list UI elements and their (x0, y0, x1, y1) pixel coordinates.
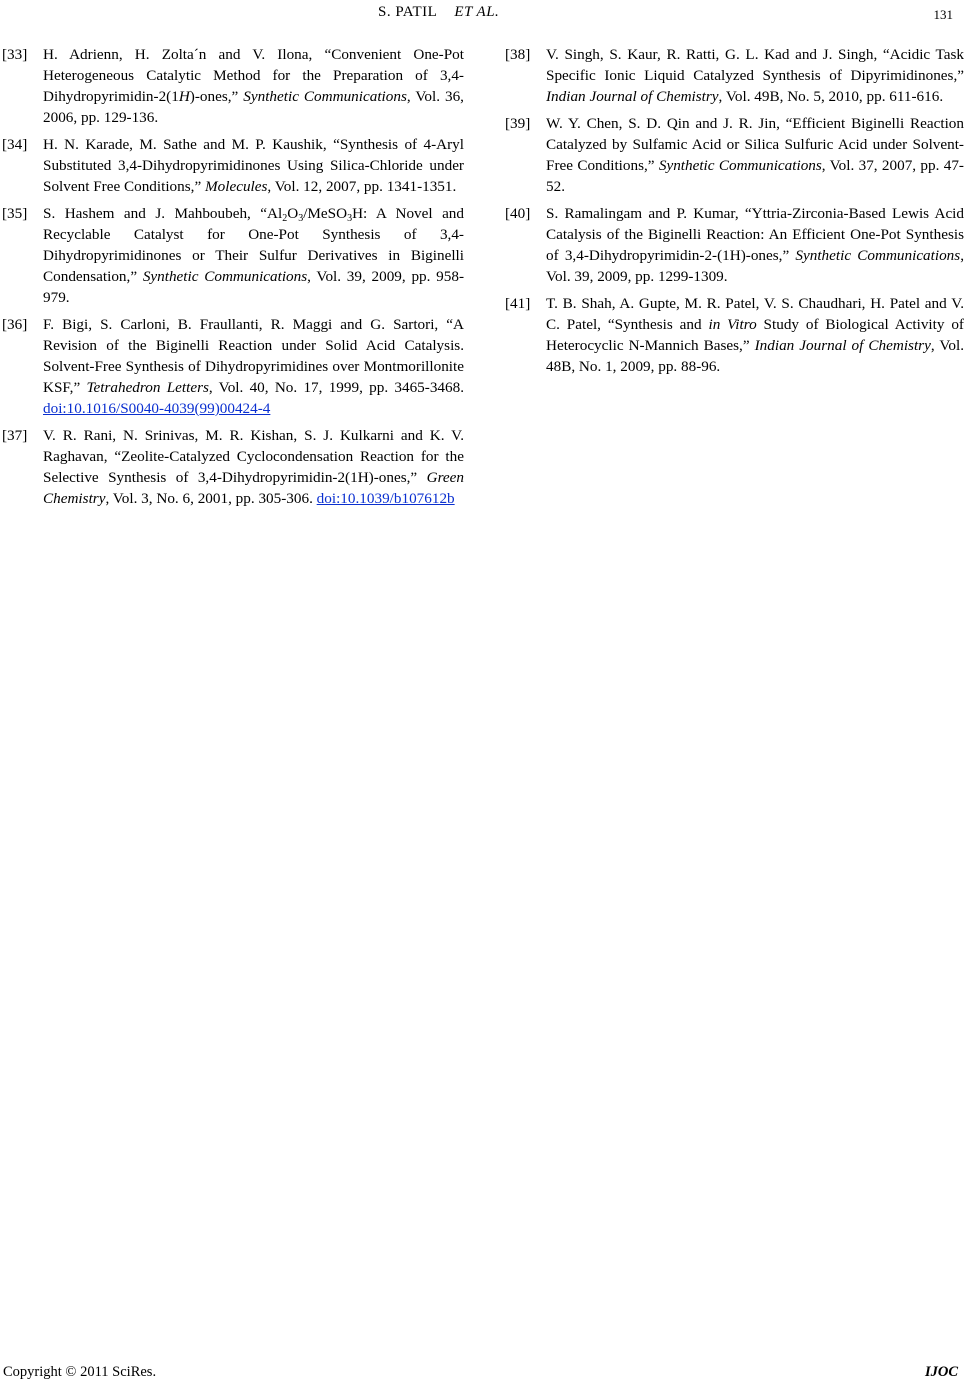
reference-number: [37] (2, 427, 28, 444)
reference-number: [35] (2, 205, 28, 222)
doi-link[interactable]: doi:10.1039/b107612b (316, 490, 455, 507)
reference-36 (2, 314, 464, 419)
reference-text: S. Ramalingam and P. Kumar, “Yttria-Zirconia-Based Lewis Acid Catalysis of the Biginelli Reaction: An Efficient One-Pot Synthesis of 3,4-Dihydropyrimidin-2-(1H)-ones,” Synthetic Communications, Vol. 39, 2009, pp. 1299-1309. (546, 205, 964, 285)
journal-name: Molecules (205, 178, 268, 195)
reference-number: [38] (505, 46, 531, 63)
journal-name: Synthetic Communications (795, 247, 961, 264)
journal-abbreviation: IJOC (924, 1364, 958, 1380)
reference-33 (2, 44, 464, 128)
reference-number: [33] (2, 46, 28, 63)
journal-name: Tetrahedron Letters (86, 379, 209, 396)
reference-41 (505, 293, 964, 377)
reference-number: [40] (505, 205, 531, 222)
reference-text: V. R. Rani, N. Srinivas, M. R. Kishan, S. J. Kulkarni and K. V. Raghavan, “Zeolite-Catalyzed Cyclocondensation Reaction for the Selective Synthesis of 3,4-Dihydropyrimidin-2(1H)-ones,” Green Chemistry, Vol. 3, No. 6, 2001, pp. 305-306. doi:10.1039/b107612b (43, 427, 464, 507)
reference-text: W. Y. Chen, S. D. Qin and J. R. Jin, “Efficient Biginelli Reaction Catalyzed by Sulfamic Acid or Silica Sulfuric Acid under Solvent-Free Conditions,” Synthetic Communications, Vol. 37, 2007, pp. 47-52. (546, 115, 964, 195)
reference-text: V. Singh, S. Kaur, R. Ratti, G. L. Kad and J. Singh, “Acidic Task Specific Ionic Liquid Catalyzed Synthesis of Dipyrimidinones,” Indian Journal of Chemistry, Vol. 49B, No. 5, 2010, pp. 611-616. (546, 46, 964, 105)
page-number: 131 (933, 7, 953, 22)
running-head (378, 4, 499, 21)
reference-number: [41] (505, 295, 531, 312)
reference-text: H. Adrienn, H. Zolta´n and V. Ilona, “Convenient One-Pot Heterogeneous Catalytic Method for the Preparation of 3,4-Dihydropyrimidin-2(1H)-ones,” Synthetic Communications, Vol. 36, 2006, pp. 129-136. (43, 46, 464, 126)
copyright-notice: Copyright © 2011 SciRes. (3, 1364, 157, 1380)
reference-38 (505, 44, 964, 107)
reference-34 (2, 134, 464, 197)
reference-number: [36] (2, 316, 28, 333)
doi-link[interactable]: doi:10.1016/S0040-4039(99)00424-4 (43, 400, 271, 417)
reference-column-right (505, 44, 964, 383)
journal-name: Indian Journal of Chemistry (754, 337, 931, 354)
journal-name: Green Chemistry (43, 469, 464, 507)
reference-number: [39] (505, 115, 531, 132)
reference-text: S. Hashem and J. Mahboubeh, “$Al_2O_3/MeSO_3H$: A Novel and Recyclable Catalyst for One-Pot Synthesis of 3,4-Dihydropyrimidinones or Their Sulfur Derivatives in Biginelli Condensation,” Synthetic Communications, Vol. 39, 2009, pp. 958-979. (43, 205, 465, 306)
reference-number: [34] (2, 136, 28, 153)
running-header (0, 2, 967, 26)
reference-40 (505, 203, 964, 287)
reference-text: H. N. Karade, M. Sathe and M. P. Kaushik, “Synthesis of 4-Aryl Substituted 3,4-Dihydropyrimidinones Using Silica-Chloride under Solvent Free Conditions,” Molecules, Vol. 12, 2007, pp. 1341-1351. (43, 136, 464, 195)
journal-name: Synthetic Communications (243, 88, 407, 105)
reference-37 (2, 425, 464, 509)
reference-35 (2, 203, 464, 308)
journal-name: Indian Journal of Chemistry (546, 88, 719, 105)
journal-name: Synthetic Communications (142, 268, 308, 285)
journal-name: Synthetic Communications (658, 157, 822, 174)
running-head-author: S. PATIL (378, 4, 438, 20)
running-head-etal: ET AL. (454, 4, 500, 20)
reference-text: F. Bigi, S. Carloni, B. Fraullanti, R. Maggi and G. Sartori, “A Revision of the Biginelli Reaction under Solid Acid Catalysis. Solvent-Free Synthesis of Dihydropyrimidines over Montmorillonite KSF,” Tetrahedron Letters, Vol. 40, No. 17, 1999, pp. 3465-3468. doi:10.1016/S0040-4039(99)00424-4 (43, 316, 464, 417)
reference-text: T. B. Shah, A. Gupte, M. R. Patel, V. S. Chaudhari, H. Patel and V. C. Patel, “Synthesis and in Vitro Study of Biological Activity of Heterocyclic N-Mannich Bases,” Indian Journal of Chemistry, Vol. 48B, No. 1, 2009, pp. 88-96. (546, 295, 964, 375)
page-footer (3, 1364, 958, 1384)
reference-39 (505, 113, 964, 197)
reference-column-left (2, 44, 464, 515)
